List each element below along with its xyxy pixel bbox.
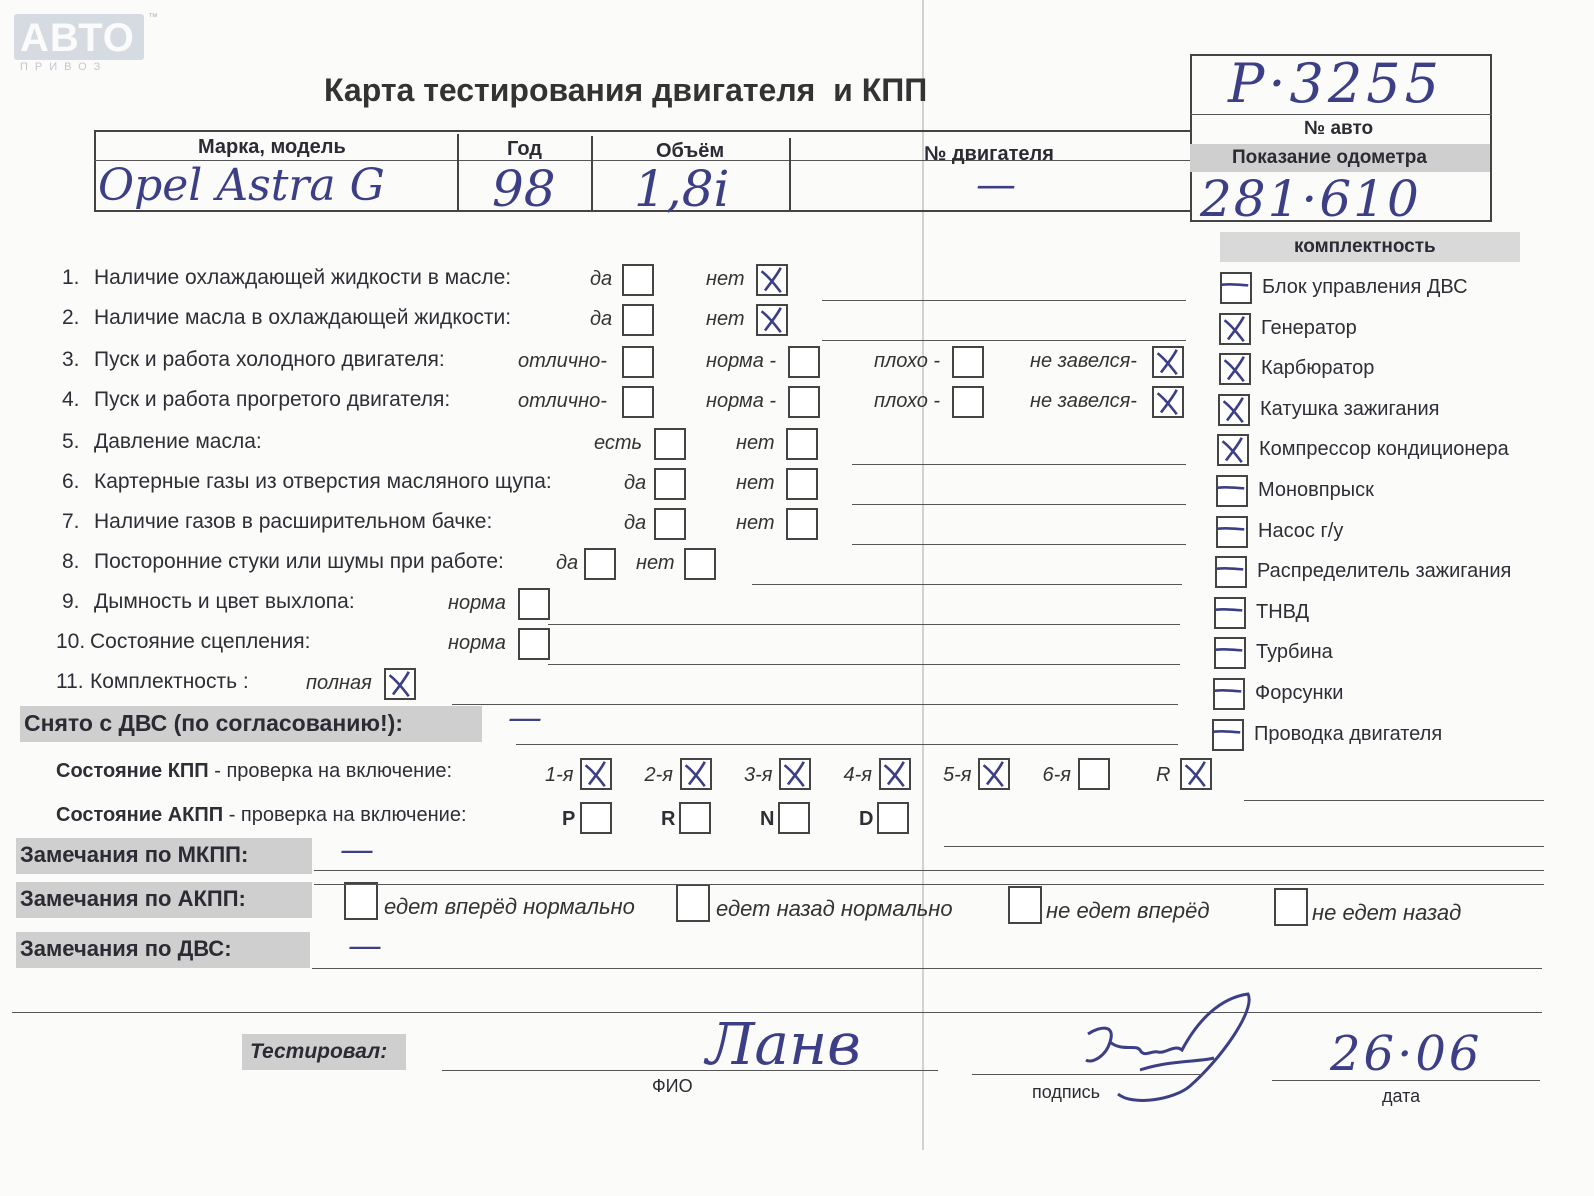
completeness-item-4-checkbox-mark (1220, 396, 1248, 424)
akpp-remark-option-label: едет вперёд нормально (384, 894, 635, 919)
completeness-item-label: Проводка двигателя (1254, 722, 1443, 745)
check-option-label: есть (594, 432, 643, 454)
kpp-gear-6-checkbox[interactable] (1078, 758, 1110, 790)
check-10-option-1-checkbox[interactable] (518, 628, 550, 660)
completeness-item-8-checkbox[interactable] (1215, 556, 1247, 588)
header-col-sep-3 (789, 138, 791, 212)
check-option-label: да (590, 268, 613, 290)
completeness-item-12-checkbox-mark (1214, 721, 1242, 749)
signature-caption: подпись (1032, 1082, 1101, 1102)
check-answer-line (852, 464, 1186, 465)
date-value: 26·06 (1330, 1026, 1483, 1082)
check-number: 6. (62, 470, 80, 493)
removed-value: — (508, 698, 542, 738)
check-4-option-2-checkbox[interactable] (788, 386, 820, 418)
check-2-option-2-checkbox-mark (758, 306, 786, 334)
tester-name-value: Ланв (706, 1010, 861, 1078)
akpp-remark-option-4-checkbox[interactable] (1274, 888, 1308, 926)
logo (14, 12, 158, 73)
check-option-label: норма (448, 632, 506, 654)
completeness-item-7-checkbox[interactable] (1216, 516, 1248, 548)
akpp-remark-option-label: не едет назад (1312, 900, 1462, 925)
check-7-option-2-checkbox[interactable] (786, 508, 818, 540)
akpp-mode-1-checkbox[interactable] (580, 802, 612, 834)
akpp-mode-label: R (661, 808, 676, 830)
completeness-item-11-checkbox[interactable] (1213, 678, 1245, 710)
check-option-label: нет (736, 432, 775, 454)
check-question: Наличие охлаждающей жидкости в масле: (94, 266, 512, 289)
completeness-item-7-checkbox-mark (1218, 518, 1246, 546)
check-option-label: норма - (706, 390, 777, 412)
check-11-option-1-checkbox-mark (386, 670, 414, 698)
kpp-gear-7-checkbox[interactable] (1180, 758, 1212, 790)
akpp-remark-option-1-checkbox[interactable] (344, 882, 378, 920)
completeness-item-label: Моновпрыск (1258, 479, 1374, 501)
kpp-gear-4-checkbox[interactable] (879, 758, 911, 790)
check-option-label: не завелся- (1030, 390, 1137, 412)
check-number: 1. (62, 266, 80, 289)
akpp-line (944, 846, 1544, 847)
check-answer-line (822, 300, 1186, 301)
check-question: Давление масла: (94, 430, 262, 453)
akpp-remark-option-label: не едет вперёд (1046, 898, 1210, 923)
kpp-gear-label: 2-я (644, 764, 673, 786)
check-3-option-2-checkbox[interactable] (788, 346, 820, 378)
tested-label: Тестировал: (250, 1040, 388, 1063)
check-option-label: нет (706, 308, 745, 330)
akpp-remarks-line-top (314, 884, 1544, 885)
akpp-remark-option-3-checkbox[interactable] (1008, 886, 1042, 924)
removed-label: Снято с ДВС (по согласованию!): (24, 710, 403, 736)
make-value: Opel Astra G (98, 160, 385, 211)
akpp-label (56, 804, 467, 827)
check-option-label: не завелся- (1030, 350, 1137, 372)
name-caption: ФИО (652, 1076, 693, 1096)
completeness-item-5-checkbox[interactable] (1217, 434, 1249, 466)
check-number: 11. (56, 670, 84, 693)
check-question: Наличие масла в охлаждающей жидкости: (94, 306, 512, 329)
completeness-item-9-checkbox[interactable] (1214, 597, 1246, 629)
check-number: 3. (62, 348, 80, 371)
akpp-remark-option-label: едет назад нормально (716, 896, 953, 921)
check-question: Пуск и работа холодного двигателя: (94, 348, 445, 371)
completeness-item-label: Компрессор кондиционера (1259, 438, 1509, 461)
completeness-item-label: ТНВД (1256, 600, 1310, 623)
completeness-item-5-checkbox-mark (1219, 436, 1247, 464)
completeness-item-label: Генератор (1261, 316, 1357, 339)
check-answer-line (452, 704, 1178, 705)
logo-tm: ™ (148, 12, 158, 23)
check-option-label: полная (306, 672, 372, 694)
completeness-item-10-checkbox[interactable] (1214, 637, 1246, 669)
check-number: 10. (56, 630, 86, 653)
completeness-item-3-checkbox[interactable] (1219, 353, 1251, 385)
check-option-label: норма (448, 592, 506, 614)
check-7-option-1-checkbox[interactable] (654, 508, 686, 540)
kpp-gear-2-checkbox[interactable] (680, 758, 712, 790)
check-question: Состояние сцепления: (90, 630, 311, 653)
akpp-mode-label: N (760, 808, 775, 830)
completeness-item-3-checkbox-mark (1221, 355, 1249, 383)
check-3-option-4-checkbox[interactable] (1152, 346, 1184, 378)
kpp-gear-label: 4-я (843, 764, 872, 786)
check-1-option-2-checkbox-mark (758, 266, 786, 294)
mkpp-label: Замечания по МКПП: (20, 842, 249, 867)
check-4-option-3-checkbox[interactable] (952, 386, 984, 418)
kpp-label-rest: - проверка на включение: (208, 760, 453, 782)
completeness-item-2-checkbox-mark (1221, 315, 1249, 343)
header-col-sep-2 (591, 136, 593, 212)
check-option-label: да (590, 308, 613, 330)
kpp-label-bold: Состояние КПП (56, 760, 209, 782)
check-answer-line (548, 624, 1180, 625)
completeness-item-1-checkbox-mark (1222, 274, 1250, 302)
header-col-sep-1 (457, 134, 459, 212)
check-9-option-1-checkbox[interactable] (518, 588, 550, 620)
completeness-item-label: Катушка зажигания (1260, 397, 1440, 420)
check-question: Пуск и работа прогретого двигателя: (94, 388, 451, 411)
completeness-item-label: Блок управления ДВС (1262, 276, 1468, 298)
check-option-label: нет (706, 268, 745, 290)
completeness-item-label: Насос г/у (1258, 519, 1344, 542)
completeness-item-10-checkbox-mark (1216, 639, 1244, 667)
check-option-label: нет (736, 472, 775, 494)
completeness-item-4-checkbox[interactable] (1218, 394, 1250, 426)
check-11-option-1-checkbox[interactable] (384, 668, 416, 700)
completeness-item-label: Турбина (1256, 641, 1333, 664)
check-option-label: отлично- (518, 390, 607, 412)
year-value: 98 (492, 160, 556, 218)
completeness-item-6-checkbox[interactable] (1216, 475, 1248, 507)
akpp-mode-label: P (562, 808, 576, 830)
completeness-item-label: Распределитель зажигания (1257, 560, 1512, 583)
kpp-gear-3-checkbox[interactable] (779, 758, 811, 790)
check-number: 9. (62, 590, 80, 613)
kpp-gear-label: R (1156, 764, 1171, 786)
check-option-label: отлично- (518, 350, 607, 372)
check-option-label: норма - (706, 350, 777, 372)
logo-main: АВТО (20, 16, 135, 60)
check-answer-line (852, 544, 1186, 545)
check-number: 7. (62, 510, 80, 533)
check-number: 8. (62, 550, 80, 573)
check-4-option-4-checkbox[interactable] (1152, 386, 1184, 418)
akpp-label-rest: - проверка на включение: (223, 804, 467, 826)
odometer-value: 281·610 (1200, 170, 1421, 228)
kpp-gear-label: 6-я (1042, 764, 1071, 786)
kpp-gear-4-checkbox-mark (881, 760, 909, 788)
car-number-label: № авто (1304, 118, 1374, 139)
akpp-mode-3-checkbox[interactable] (778, 802, 810, 834)
akpp-mode-2-checkbox[interactable] (679, 802, 711, 834)
check-2-option-2-checkbox[interactable] (756, 304, 788, 336)
kpp-label (56, 760, 452, 783)
logo-sub: ПРИВОЗ (20, 61, 108, 73)
kpp-gear-5-checkbox[interactable] (978, 758, 1010, 790)
check-5-option-2-checkbox[interactable] (786, 428, 818, 460)
check-option-label: да (556, 552, 579, 574)
check-answer-line (752, 584, 1182, 585)
completeness-item-12-checkbox[interactable] (1212, 719, 1244, 751)
completeness-item-1-checkbox[interactable] (1220, 272, 1252, 304)
check-1-option-1-checkbox[interactable] (622, 264, 654, 296)
kpp-gear-label: 1-я (545, 764, 574, 786)
check-option-label: да (624, 512, 647, 534)
completeness-item-6-checkbox-mark (1218, 477, 1246, 505)
kpp-gear-3-checkbox-mark (781, 760, 809, 788)
akpp-label-bold: Состояние АКПП (56, 804, 224, 826)
completeness-item-label: Форсунки (1255, 682, 1344, 704)
check-3-option-4-checkbox-mark (1154, 348, 1182, 376)
check-question: Наличие газов в расширительном бачке: (94, 510, 493, 533)
check-question: Комплектность : (90, 670, 249, 693)
check-1-option-2-checkbox[interactable] (756, 264, 788, 296)
check-6-option-2-checkbox[interactable] (786, 468, 818, 500)
kpp-gear-1-checkbox[interactable] (580, 758, 612, 790)
check-answer-line (852, 504, 1186, 505)
check-number: 4. (62, 388, 80, 411)
check-option-label: да (624, 472, 647, 494)
akpp-remarks-label: Замечания по АКПП: (20, 886, 246, 911)
akpp-mode-4-checkbox[interactable] (877, 802, 909, 834)
check-5-option-1-checkbox[interactable] (654, 428, 686, 460)
completeness-item-label: Карбюратор (1261, 357, 1375, 380)
mkpp-value: — (340, 830, 374, 870)
completeness-item-11-checkbox-mark (1215, 680, 1243, 708)
completeness-title: комплектность (1294, 236, 1436, 257)
completeness-item-2-checkbox[interactable] (1219, 313, 1251, 345)
akpp-remark-option-2-checkbox[interactable] (676, 884, 710, 922)
kpp-gear-7-checkbox-mark (1182, 760, 1210, 788)
engine-no-value: — (976, 162, 1016, 208)
odometer-label: Показание одометра (1232, 147, 1427, 168)
header-volume-label: Объём (656, 140, 725, 162)
check-8-option-2-checkbox[interactable] (684, 548, 716, 580)
check-4-option-1-checkbox[interactable] (622, 386, 654, 418)
check-answer-line (822, 340, 1186, 341)
kpp-line (1244, 800, 1544, 801)
dvs-remarks-value: — (348, 926, 382, 966)
completeness-item-8-checkbox-mark (1217, 558, 1245, 586)
check-question: Картерные газы из отверстия масляного щупа: (94, 470, 552, 493)
dvs-remarks-label: Замечания по ДВС: (20, 936, 232, 961)
check-6-option-1-checkbox[interactable] (654, 468, 686, 500)
check-3-option-1-checkbox[interactable] (622, 346, 654, 378)
date-caption: дата (1382, 1086, 1421, 1106)
name-line (442, 1070, 938, 1071)
akpp-mode-label: D (859, 808, 874, 830)
check-option-label: нет (636, 552, 675, 574)
dvs-remarks-line (312, 968, 1542, 969)
header-engine-no-label: № двигателя (924, 143, 1054, 165)
check-number: 5. (62, 430, 80, 453)
kpp-gear-2-checkbox-mark (682, 760, 710, 788)
check-option-label: нет (736, 512, 775, 534)
car-number-divider (1190, 114, 1492, 115)
check-answer-line (548, 664, 1180, 665)
check-8-option-1-checkbox[interactable] (584, 548, 616, 580)
page-title: Карта тестирования двигателя и КПП (324, 72, 928, 108)
check-2-option-1-checkbox[interactable] (622, 304, 654, 336)
kpp-gear-label: 3-я (744, 764, 773, 786)
header-year-label: Год (507, 138, 542, 160)
completeness-item-9-checkbox-mark (1216, 599, 1244, 627)
check-3-option-3-checkbox[interactable] (952, 346, 984, 378)
check-option-label: плохо - (874, 350, 941, 372)
kpp-gear-label: 5-я (943, 764, 972, 786)
signature-line (972, 1074, 1204, 1075)
volume-value: 1,8i (634, 160, 730, 218)
check-4-option-4-checkbox-mark (1154, 388, 1182, 416)
check-question: Посторонние стуки или шумы при работе: (94, 550, 504, 573)
check-number: 2. (62, 306, 80, 329)
header-make-label: Марка, модель (198, 136, 346, 158)
mkpp-line (314, 870, 1544, 871)
removed-line (516, 744, 1178, 745)
kpp-gear-5-checkbox-mark (980, 760, 1008, 788)
kpp-gear-1-checkbox-mark (582, 760, 610, 788)
date-line (1272, 1080, 1540, 1081)
check-option-label: плохо - (874, 390, 941, 412)
car-number-value: P·3255 (1228, 52, 1443, 115)
check-question: Дымность и цвет выхлопа: (94, 590, 355, 613)
